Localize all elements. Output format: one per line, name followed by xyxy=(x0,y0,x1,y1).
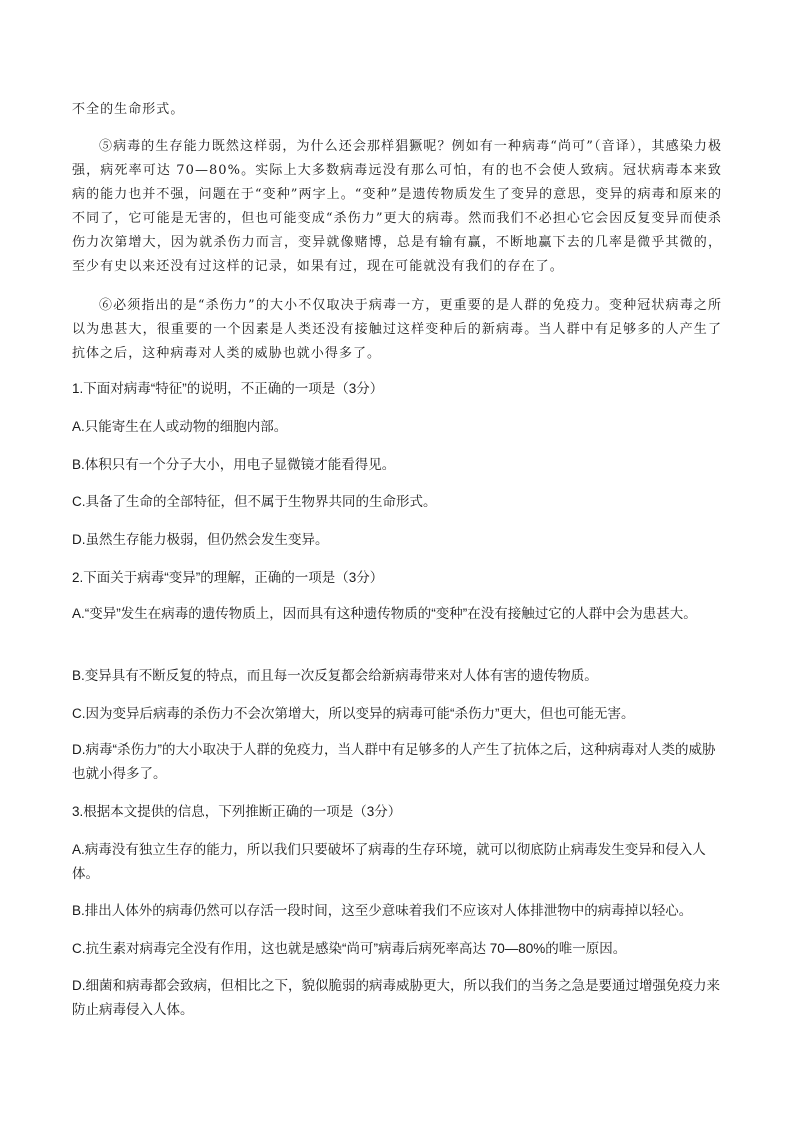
option-text: A.病毒没有独立生存的能力，所以我们只要破坏了病毒的生存环境，就可以彻底防止病毒发生变异和侵入人体。 xyxy=(72,842,706,881)
question-3-option-d xyxy=(72,974,722,1022)
question-1-option-a xyxy=(72,415,722,439)
question-3-option-b xyxy=(72,899,722,923)
option-text: D.虽然生存能力极弱，但仍然会发生变异。 xyxy=(72,532,329,547)
question-stem: 1.下面对病毒“特征”的说明，不正确的一项是（3分） xyxy=(72,381,384,396)
passage-paragraph-5: ⑤病毒的生存能力既然这样弱，为什么还会那样猖獗呢？例如有一种病毒“尚可”（音译），其感染力极强，病死率可达 70—80%。实际上大多数病毒远没有那么可怕，有的也不会使人致病。冠状病毒本来致病的能力也并不强，问题在于“变种”两字上。“变种”是遗传物质发生了变异的意思，变异的病毒和原来的不同了，它可能是无害的，但也可能变成“杀伤力”更大的病毒。然而我们不必担心它会因反复变异而使杀伤力次第增大，因为就杀伤力而言，变异就像赌博，总是有输有赢，不断地赢下去的几率是微乎其微的，至少有史以来还没有过这样的记录，如果有过，现在可能就没有我们的存在了。 xyxy=(72,139,722,274)
question-1-option-b xyxy=(72,453,722,477)
question-2-option-b xyxy=(72,664,722,688)
option-text: D.病毒“杀伤力”的大小取决于人群的免疫力，当人群中有足够多的人产生了抗体之后，这种病毒对人类的威胁也就小得多了。 xyxy=(72,742,716,781)
question-1 xyxy=(72,377,722,401)
passage-continuation: 不全的生命形式。 xyxy=(72,102,185,117)
question-3-option-c xyxy=(72,937,722,961)
option-text: C.具备了生命的全部特征，但不属于生物界共同的生命形式。 xyxy=(72,494,437,509)
option-text: A.只能寄生在人或动物的细胞内部。 xyxy=(72,419,288,434)
question-1-option-c xyxy=(72,490,722,514)
passage-paragraph-6: ⑥必须指出的是“杀伤力”的大小不仅取决于病毒一方，更重要的是人群的免疫力。变种冠状病毒之所以为患甚大，很重要的一个因素是人类还没有接触过这样变种后的新病毒。当人群中有足够多的人产生了抗体之后，这种病毒对人类的威胁也就小得多了。 xyxy=(72,298,722,361)
option-text: C.抗生素对病毒完全没有作用，这也就是感染“尚可”病毒后病死率高达 70—80%的唯一原因。 xyxy=(72,941,627,956)
option-text: B.体积只有一个分子大小，用电子显微镜才能看得见。 xyxy=(72,457,396,472)
question-1-option-d xyxy=(72,528,722,552)
question-stem: 3.根据本文提供的信息，下列推断正确的一项是（3分） xyxy=(72,804,402,819)
option-text: A.“变异”发生在病毒的遗传物质上，因而具有这种遗传物质的“变种”在没有接触过它的人群中会为患甚大。 xyxy=(72,606,697,621)
question-2-option-a xyxy=(72,602,722,626)
option-text: B.排出人体外的病毒仍然可以存活一段时间，这至少意味着我们不应该对人体排泄物中的病毒掉以轻心。 xyxy=(72,903,693,918)
option-text: D.细菌和病毒都会致病，但相比之下，貌似脆弱的病毒威胁更大，所以我们的当务之急是要通过增强免疫力来防止病毒侵入人体。 xyxy=(72,978,720,1017)
question-2-option-c xyxy=(72,702,722,726)
question-2 xyxy=(72,566,722,590)
option-text: B.变异具有不断反复的特点，而且每一次反复都会给新病毒带来对人体有害的遗传物质。 xyxy=(72,668,598,683)
option-text: C.因为变异后病毒的杀伤力不会次第增大，所以变异的病毒可能“杀伤力”更大，但也可能无害。 xyxy=(72,706,635,721)
question-3-option-a xyxy=(72,838,722,886)
question-2-option-d xyxy=(72,738,722,786)
question-stem: 2.下面关于病毒“变异”的理解，正确的一项是（3分） xyxy=(72,570,384,585)
question-3 xyxy=(72,800,722,824)
